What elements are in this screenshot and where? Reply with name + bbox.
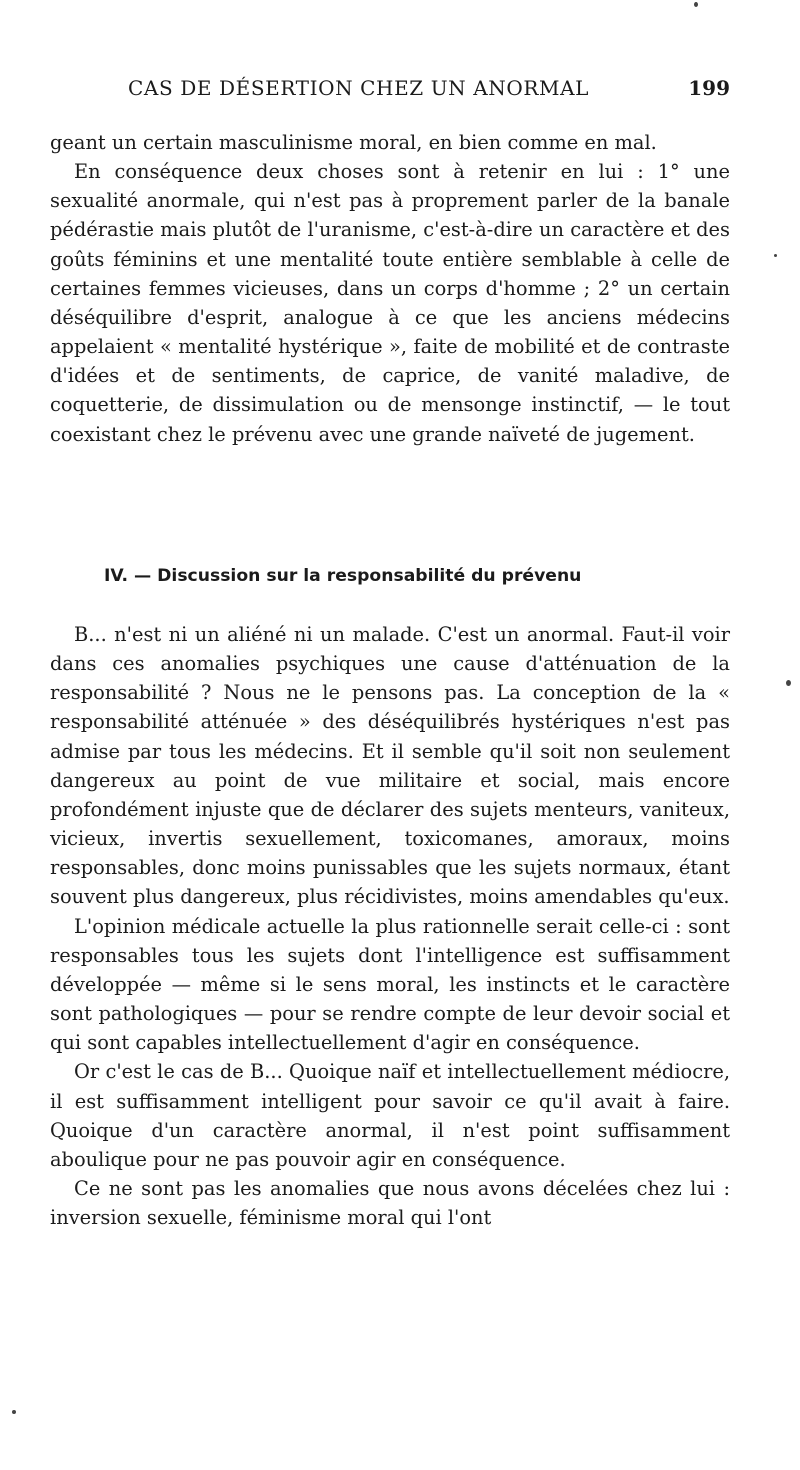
print-speck [774, 254, 777, 257]
page-number: 199 [688, 76, 730, 100]
paragraph: Ce ne sont pas les anomalies que nous avons décelées chez lui : inversion sexuelle, féminisme moral qui l'ont [50, 1176, 730, 1230]
body-text-bottom [50, 620, 730, 1232]
running-title: CAS DE DÉSERTION CHEZ UN ANORMAL [128, 76, 590, 100]
print-speck [12, 1410, 16, 1414]
paragraph: Or c'est le cas de B... Quoique naïf et intellectuellement médiocre, il est suffisamment intelligent pour savoir ce qu'il avait à faire. Quoique d'un caractère anormal, il n'est point suffisamment aboulique pour ne pas pouvoir agir en conséquence. [50, 1060, 730, 1171]
paragraph: L'opinion médicale actuelle la plus rationnelle serait celle-ci : sont responsables tous les sujets dont l'intelligence est suffisamment développée — même si le sens moral, les instincts et le caractère sont pathologiques — pour se rendre compte de leur devoir social et qui sont capables intellectuellement d'agir en conséquence. [50, 914, 730, 1055]
body-text-top [50, 128, 730, 449]
paragraph: En conséquence deux choses sont à retenir en lui : 1° une sexualité anormale, qui n'est pas à proprement parler de la banale pédérastie mais plutôt de l'uranisme, c'est-à-dire un caractère et des goûts féminins et une mentalité toute entière semblable à celle de certaines femmes vicieuses, dans un corps d'homme ; 2° un certain déséquilibre d'esprit, analogue à ce que les anciens médecins appelaient « mentalité hystérique », faite de mobilité et de contraste d'idées et de sentiments, de caprice, de vanité maladive, de coquetterie, de dissimulation ou de mensonge instinctif, — le tout coexistant chez le prévenu avec une grande naïveté de jugement. [50, 160, 730, 446]
paragraph: B... n'est ni un aliéné ni un malade. C'est un anormal. Faut-il voir dans ces anomalies psychiques une cause d'atténuation de la responsabilité ? Nous ne le pensons pas. La conception de la « responsabilité atténuée » des déséquilibrés hystériques n'est pas admise par tous les médecins. Et il semble qu'il soit non seulement dangereux au point de vue militaire et social, mais encore profondément injuste que de déclarer des sujets menteurs, vaniteux, vicieux, invertis sexuellement, toxicomanes, amoraux, moins responsables, donc moins punissables que les sujets normaux, étant souvent plus dangereux, plus récidivistes, moins amendables qu'eux. [50, 623, 730, 909]
paragraph: geant un certain masculinisme moral, en bien comme en mal. [50, 131, 657, 154]
page-header [50, 76, 730, 108]
section-heading: IV. — Discussion sur la responsabilité du prévenu [104, 566, 582, 586]
print-speck [694, 2, 698, 7]
print-speck [786, 680, 791, 686]
